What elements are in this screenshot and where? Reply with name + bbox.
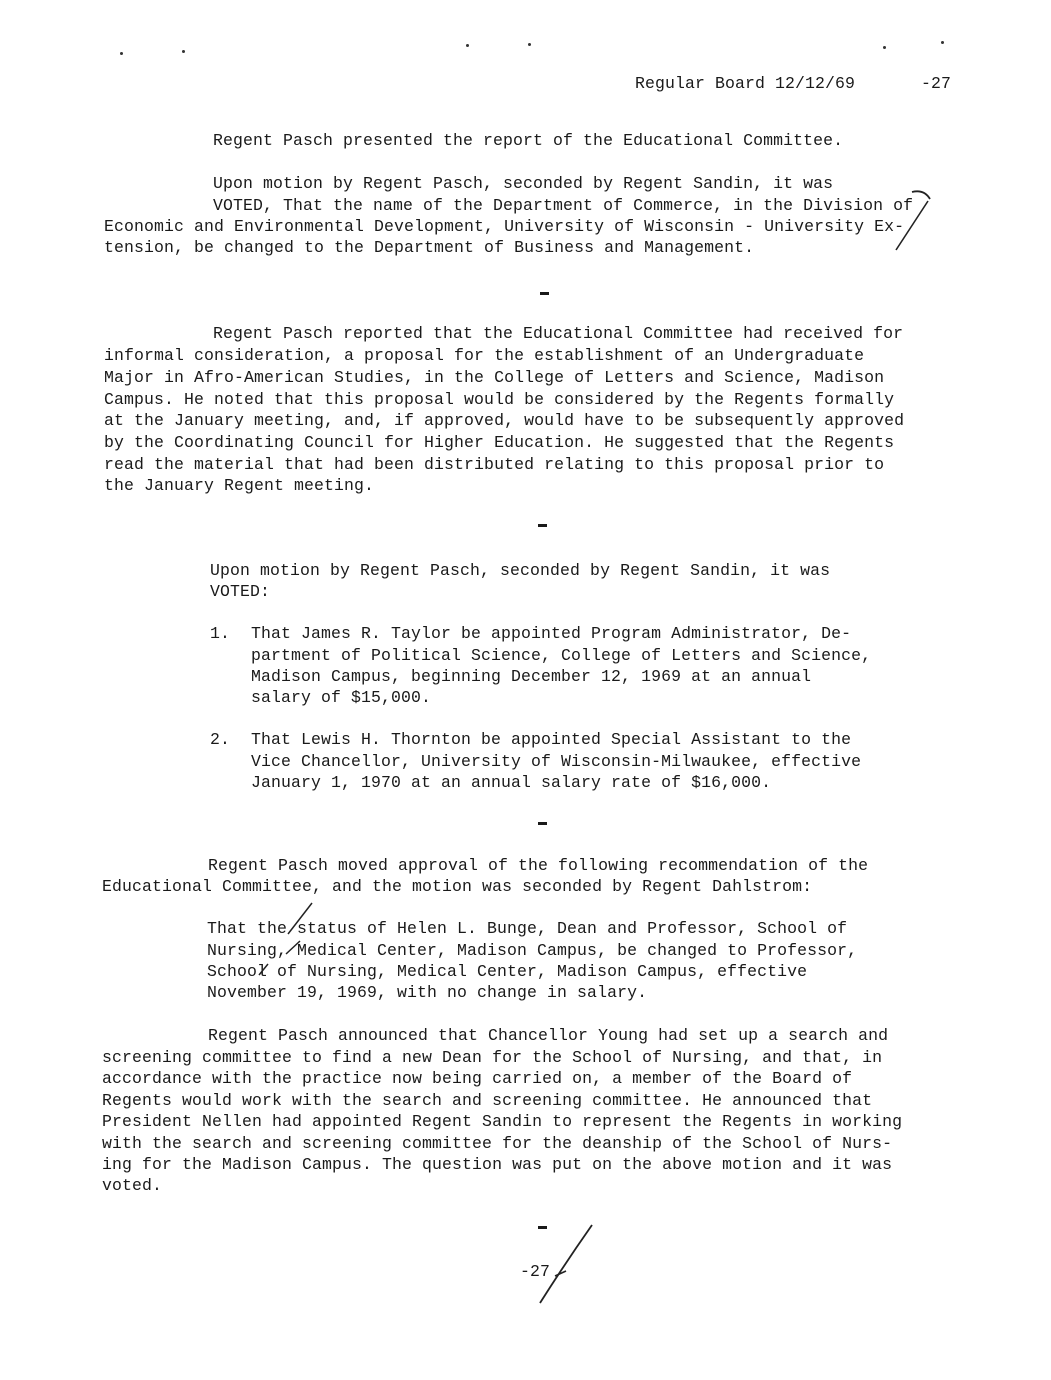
paragraph-line: VOTED, That the name of the Department of Commerce, in the Division of [213, 196, 914, 215]
paragraph-line: with the search and screening committee for the deanship of the School of Nurs- [102, 1134, 893, 1153]
paragraph-line: Regent Pasch presented the report of the Educational Committee. [213, 131, 844, 150]
paragraph-line: at the January meeting, and, if approved, would have to be subsequently approved [104, 411, 905, 430]
paragraph-line: the January Regent meeting. [104, 476, 375, 495]
paragraph-line: Campus. He noted that this proposal would be considered by the Regents formally [104, 390, 895, 409]
quoted-line: That the status of Helen L. Bunge, Dean and Professor, School of [207, 919, 848, 938]
paragraph-line: screening committee to find a new Dean for the School of Nursing, and that, in [102, 1048, 883, 1067]
quoted-line: November 19, 1969, with no change in salary. [207, 983, 648, 1002]
section-separator [538, 822, 547, 825]
section-separator [538, 1226, 547, 1229]
paragraph-line: voted. [102, 1176, 163, 1195]
scan-speck [941, 41, 944, 44]
quoted-line: Nursing, Medical Center, Madison Campus, be changed to Professor, [207, 941, 858, 960]
paragraph-line: ing for the Madison Campus. The question was put on the above motion and it was [102, 1155, 893, 1174]
quoted-line: School of Nursing, Medical Center, Madison Campus, effective [207, 962, 808, 981]
paragraph-line: Upon motion by Regent Pasch, seconded by Regent Sandin, it was [213, 174, 834, 193]
paragraph-line: read the material that had been distributed relating to this proposal prior to [104, 455, 885, 474]
paragraph-line: Regents would work with the search and screening committee. He announced that [102, 1091, 873, 1110]
list-item-number: 2. [210, 730, 231, 749]
paragraph-line: VOTED: [210, 582, 271, 601]
paragraph-line: Regent Pasch announced that Chancellor Young had set up a search and [208, 1026, 889, 1045]
paragraph-line: tension, be changed to the Department of Business and Management. [104, 238, 755, 257]
paragraph-line: Major in Afro-American Studies, in the College of Letters and Science, Madison [104, 368, 885, 387]
page-header-title: Regular Board 12/12/69 [635, 74, 856, 93]
scan-speck [120, 52, 123, 55]
footer-page-number: -27 [520, 1262, 551, 1281]
scan-speck [528, 43, 531, 46]
list-item-number: 1. [210, 624, 231, 643]
scan-speck [883, 46, 886, 49]
paragraph-line: President Nellen had appointed Regent Sandin to represent the Regents in working [102, 1112, 903, 1131]
paragraph-line: Upon motion by Regent Pasch, seconded by Regent Sandin, it was [210, 561, 831, 580]
section-separator [538, 524, 547, 527]
paragraph-line: by the Coordinating Council for Higher Education. He suggested that the Regents [104, 433, 895, 452]
paragraph-line: Educational Committee, and the motion was seconded by Regent Dahlstrom: [102, 877, 813, 896]
list-item-line: partment of Political Science, College of Letters and Science, [251, 646, 872, 665]
list-item-line: That Lewis H. Thornton be appointed Special Assistant to the [251, 730, 852, 749]
section-separator [540, 292, 549, 295]
paragraph-line: Economic and Environmental Development, University of Wisconsin - University Ex- [104, 217, 905, 236]
list-item-line: salary of $15,000. [251, 688, 432, 707]
scan-speck [466, 44, 469, 47]
paragraph-line: Regent Pasch moved approval of the following recommendation of the [208, 856, 869, 875]
paragraph-line: Regent Pasch reported that the Educational Committee had received for [213, 324, 904, 343]
paragraph-line: informal consideration, a proposal for the establishment of an Undergraduate [104, 346, 865, 365]
list-item-line: Madison Campus, beginning December 12, 1969 at an annual [251, 667, 812, 686]
paragraph-line: accordance with the practice now being carried on, a member of the Board of [102, 1069, 853, 1088]
scan-speck [182, 50, 185, 53]
list-item-line: That James R. Taylor be appointed Program Administrator, De- [251, 624, 852, 643]
list-item-line: January 1, 1970 at an annual salary rate of $16,000. [251, 773, 772, 792]
pen-stroke [555, 1271, 566, 1276]
list-item-line: Vice Chancellor, University of Wisconsin-Milwaukee, effective [251, 752, 862, 771]
pen-stroke [912, 191, 930, 199]
page-header-number: -27 [921, 74, 952, 93]
